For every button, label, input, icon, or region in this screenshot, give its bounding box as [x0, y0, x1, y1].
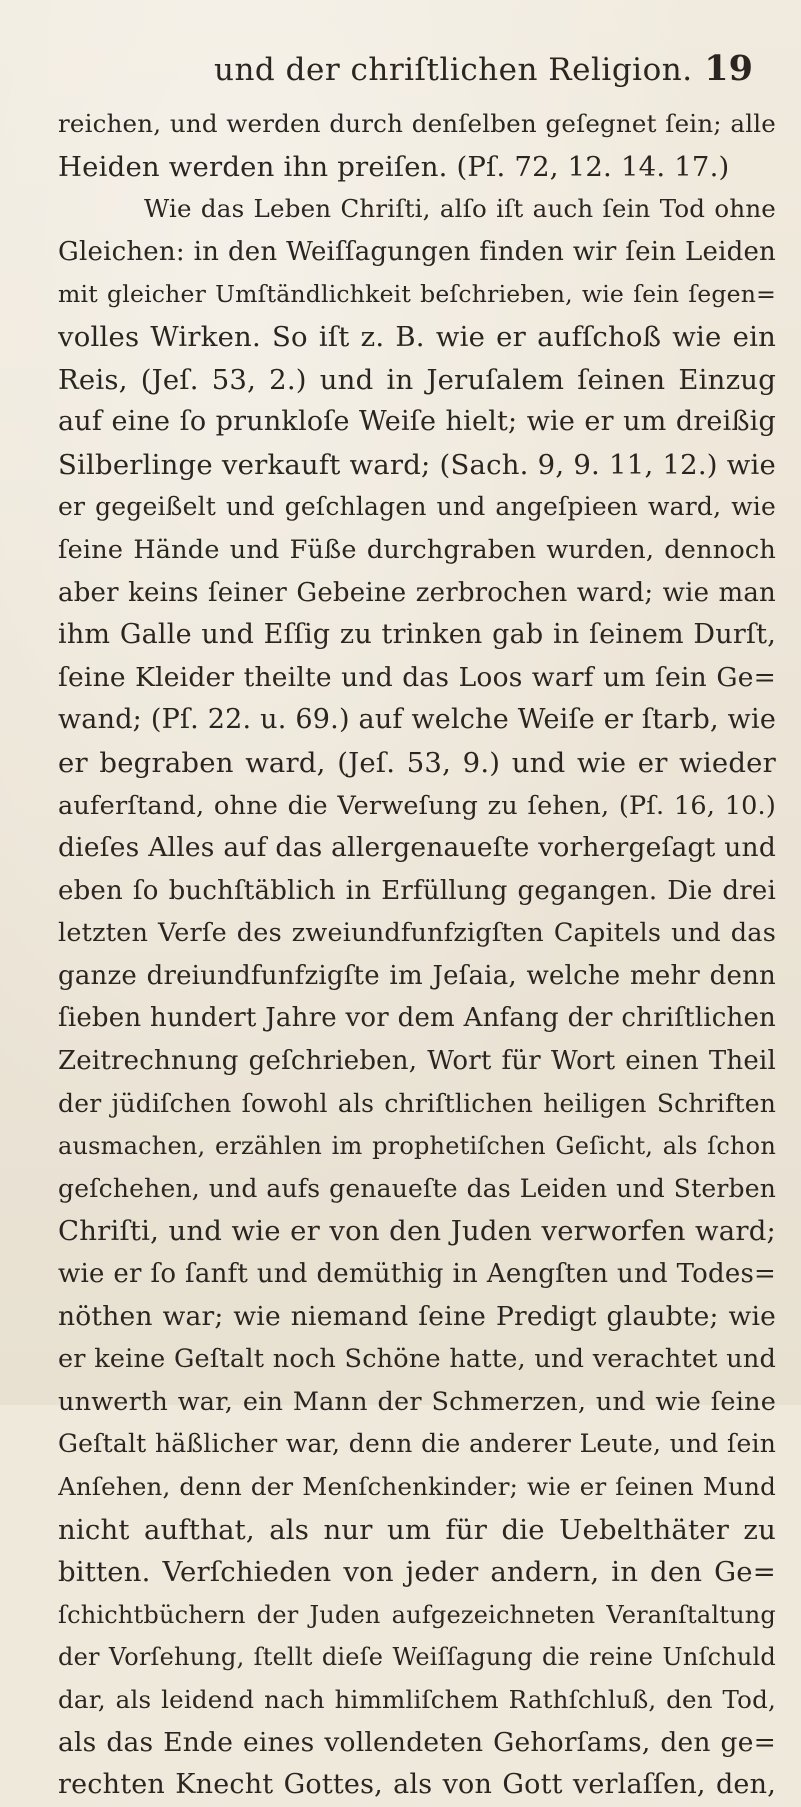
text-line: dar, als leidend nach himmliſchem Rathſchluß, den Tod,: [58, 1684, 776, 1714]
text-line: der jüdiſchen ſowohl als chriſtlichen heiligen Schriften: [58, 1088, 776, 1118]
text-line: ſeine Hände und Füße durchgraben wurden, dennoch: [58, 534, 776, 565]
text-line: wie er ſo ſanft und demüthig in Aengſten und Todes=: [58, 1259, 776, 1290]
text-line: nöthen war; wie niemand ſeine Predigt glaubte; wie: [58, 1300, 776, 1332]
text-line: volles Wirken. So iſt z. B. wie er aufſchoß wie ein: [58, 320, 776, 353]
text-line: wand; (Pſ. 22. u. 69.) auf welche Weiſe er ſtarb, wie: [58, 704, 776, 736]
text-line: Silberlinge verkauft ward; (Sach. 9, 9. 11, 12.) wie: [58, 448, 776, 481]
text-line: nicht aufthat, als nur um für die Uebelthäter zu: [58, 1513, 776, 1546]
text-line: dieſes Alles auf das allergenaueſte vorhergeſagt und: [58, 832, 776, 864]
body-text: [58, 103, 776, 1807]
text-line: auf eine ſo prunkloſe Weiſe hielt; wie er um dreißig: [58, 406, 776, 438]
text-line: aber keins ſeiner Gebeine zerbrochen ward; wie man: [58, 577, 776, 608]
text-line: Geſtalt häßlicher war, denn die anderer Leute, und ſein: [58, 1429, 776, 1459]
running-title: und der chriſtlichen Religion.: [214, 52, 693, 88]
text-line: letzten Verſe des zweiundfunfzigſten Capitels und das: [58, 918, 776, 949]
text-line: Chriſti, und wie er von den Juden verworfen ward;: [58, 1215, 776, 1248]
page-number: 19: [704, 48, 753, 89]
text-line: ſeine Kleider theilte und das Loos warf um ſein Ge=: [58, 661, 776, 693]
text-line: unwerth war, ein Mann der Schmerzen, und wie ſeine: [58, 1386, 776, 1417]
text-line: geſchehen, und aufs genaueſte das Leiden und Sterben: [58, 1173, 776, 1203]
text-line: er gegeißelt und geſchlagen und angeſpieen ward, wie: [58, 492, 776, 522]
text-line: Reis, (Jeſ. 53, 2.) und in Jeruſalem ſeinen Einzug: [58, 363, 776, 396]
text-line: mit gleicher Umſtändlichkeit beſchrieben, wie ſein ſegen=: [58, 280, 776, 309]
text-line: Wie das Leben Chriſti, alſo iſt auch ſein Tod ohne: [144, 194, 776, 224]
text-line: Heiden werden ihn preiſen. (Pſ. 72, 12. 14. 17.): [58, 150, 730, 183]
text-line: ihm Galle und Eſſig zu trinken gab in ſeinem Durſt,: [58, 619, 776, 651]
text-line: rechten Knecht Gottes, als von Gott verlaſſen, den,: [58, 1769, 776, 1801]
text-line: er begraben ward, (Jeſ. 53, 9.) und wie er wieder: [58, 746, 776, 779]
text-line: der Vorſehung, ſtellt dieſe Weiſſagung die reine Unſchuld: [58, 1643, 776, 1672]
text-line: reichen, und werden durch denſelben geſegnet ſein; alle: [58, 109, 776, 138]
page-header: [0, 48, 801, 92]
text-line: ſchichtbüchern der Juden aufgezeichneten Veranſtaltung: [58, 1600, 776, 1629]
text-line: Anſehen, denn der Menſchenkinder; wie er ſeinen Mund: [58, 1472, 776, 1501]
text-line: ganze dreiundfunfzigſte im Jeſaia, welche mehr denn: [58, 960, 776, 991]
text-line: bitten. Verſchieden von jeder andern, in den Ge=: [58, 1556, 776, 1589]
text-line: er keine Geſtalt noch Schöne hatte, und verachtet und: [58, 1344, 776, 1375]
text-line: Zeitrechnung geſchrieben, Wort für Wort einen Theil: [58, 1046, 776, 1077]
text-line: ausmachen, erzählen im prophetiſchen Geſicht, als ſchon: [58, 1132, 776, 1161]
text-line: auferſtand, ohne die Verweſung zu ſehen, (Pſ. 16, 10.): [58, 790, 776, 821]
text-line: eben ſo buchſtäblich in Erfüllung gegangen. Die drei: [58, 875, 776, 906]
text-line: ſieben hundert Jahre vor dem Anfang der chriſtlichen: [58, 1003, 776, 1034]
text-line: als das Ende eines vollendeten Gehorſams, den ge=: [58, 1726, 776, 1758]
text-line: Gleichen: in den Weiſſagungen finden wir ſein Leiden: [58, 236, 776, 267]
